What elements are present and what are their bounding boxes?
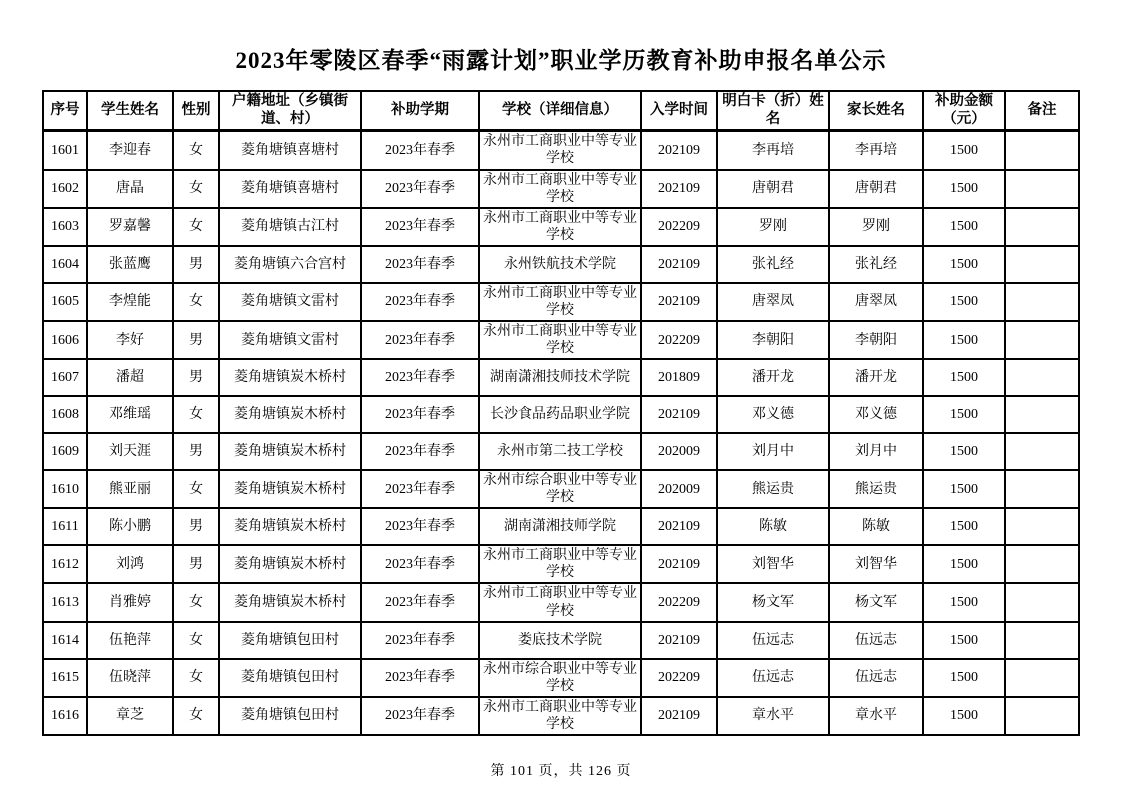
table-cell: 男 <box>173 359 219 396</box>
table-cell: 女 <box>173 583 219 621</box>
table-cell: 202009 <box>641 433 717 470</box>
table-cell: 女 <box>173 470 219 508</box>
table-cell: 1500 <box>923 508 1005 545</box>
table-cell: 1500 <box>923 659 1005 697</box>
table-cell: 2023年春季 <box>361 697 479 735</box>
table-cell: 永州市工商职业中等专业学校 <box>479 283 641 321</box>
table-row <box>43 470 1079 508</box>
table-cell: 菱角塘镇六合宫村 <box>219 246 361 283</box>
table-cell: 永州市工商职业中等专业学校 <box>479 583 641 621</box>
table-cell <box>1005 433 1079 470</box>
table-cell: 1500 <box>923 433 1005 470</box>
column-header: 备注 <box>1005 91 1079 131</box>
table-cell: 202209 <box>641 208 717 246</box>
table-header-row <box>43 91 1079 131</box>
table-cell: 刘智华 <box>829 545 923 583</box>
table-cell: 熊亚丽 <box>87 470 173 508</box>
table-cell: 李好 <box>87 321 173 359</box>
table-cell: 杨文军 <box>829 583 923 621</box>
table-cell: 1603 <box>43 208 87 246</box>
table-cell: 1500 <box>923 583 1005 621</box>
table-cell: 菱角塘镇包田村 <box>219 659 361 697</box>
table-cell: 熊运贵 <box>829 470 923 508</box>
table-cell: 女 <box>173 697 219 735</box>
table-cell: 2023年春季 <box>361 170 479 208</box>
table-cell: 长沙食品药品职业学院 <box>479 396 641 433</box>
table-cell: 刘鸿 <box>87 545 173 583</box>
table-cell: 202109 <box>641 508 717 545</box>
table-row <box>43 359 1079 396</box>
table-cell <box>1005 622 1079 659</box>
table-cell: 202109 <box>641 283 717 321</box>
table-row <box>43 246 1079 283</box>
table-cell: 永州市工商职业中等专业学校 <box>479 545 641 583</box>
table-cell: 罗嘉馨 <box>87 208 173 246</box>
column-header: 家长姓名 <box>829 91 923 131</box>
table-cell: 唐翠凤 <box>717 283 829 321</box>
table-cell <box>1005 697 1079 735</box>
table-cell: 1616 <box>43 697 87 735</box>
table-body <box>43 131 1079 735</box>
table-cell: 1500 <box>923 359 1005 396</box>
table-row <box>43 433 1079 470</box>
table-cell: 伍远志 <box>829 622 923 659</box>
table-row <box>43 208 1079 246</box>
table-cell: 李再培 <box>829 131 923 170</box>
table-cell: 202109 <box>641 697 717 735</box>
table-cell: 菱角塘镇喜塘村 <box>219 170 361 208</box>
table-cell: 2023年春季 <box>361 622 479 659</box>
table-cell: 菱角塘镇炭木桥村 <box>219 545 361 583</box>
table-cell: 陈敏 <box>829 508 923 545</box>
table-cell: 1500 <box>923 545 1005 583</box>
table-row <box>43 396 1079 433</box>
table-cell <box>1005 170 1079 208</box>
table-cell: 2023年春季 <box>361 583 479 621</box>
table-cell: 李朝阳 <box>829 321 923 359</box>
table-cell: 男 <box>173 246 219 283</box>
table-cell: 菱角塘镇炭木桥村 <box>219 433 361 470</box>
page-number: 第 101 页，共 126 页 <box>490 763 632 779</box>
table-cell: 潘开龙 <box>717 359 829 396</box>
table-header <box>43 91 1079 131</box>
table-cell: 李煌能 <box>87 283 173 321</box>
table-cell: 唐朝君 <box>717 170 829 208</box>
page-title: 2023年零陵区春季“雨露计划”职业学历教育补助申报名单公示 <box>235 48 887 73</box>
table-cell: 菱角塘镇炭木桥村 <box>219 508 361 545</box>
table-cell: 章水平 <box>829 697 923 735</box>
table-cell: 女 <box>173 659 219 697</box>
table-cell: 唐朝君 <box>829 170 923 208</box>
column-header: 学校（详细信息） <box>479 91 641 131</box>
table-cell: 1608 <box>43 396 87 433</box>
table-cell: 章芝 <box>87 697 173 735</box>
table-cell: 娄底技术学院 <box>479 622 641 659</box>
table-cell: 潘超 <box>87 359 173 396</box>
table-cell: 1500 <box>923 396 1005 433</box>
table-cell: 202109 <box>641 622 717 659</box>
table-cell: 伍远志 <box>717 622 829 659</box>
table-cell: 永州市工商职业中等专业学校 <box>479 131 641 170</box>
table-cell: 2023年春季 <box>361 508 479 545</box>
table-row <box>43 131 1079 170</box>
table-cell <box>1005 283 1079 321</box>
table-cell: 1500 <box>923 208 1005 246</box>
table-cell: 女 <box>173 622 219 659</box>
table-cell: 1614 <box>43 622 87 659</box>
table-cell: 201809 <box>641 359 717 396</box>
table-cell: 1500 <box>923 622 1005 659</box>
table-cell: 邓义德 <box>717 396 829 433</box>
table-cell: 刘天涯 <box>87 433 173 470</box>
table-cell <box>1005 131 1079 170</box>
table-cell: 2023年春季 <box>361 131 479 170</box>
table-cell <box>1005 321 1079 359</box>
table-cell: 1611 <box>43 508 87 545</box>
table-cell: 罗刚 <box>829 208 923 246</box>
table-cell: 2023年春季 <box>361 246 479 283</box>
table-cell: 刘智华 <box>717 545 829 583</box>
table-cell: 2023年春季 <box>361 659 479 697</box>
table-row <box>43 170 1079 208</box>
table-cell: 女 <box>173 170 219 208</box>
table-cell: 1604 <box>43 246 87 283</box>
table-cell: 2023年春季 <box>361 545 479 583</box>
column-header: 入学时间 <box>641 91 717 131</box>
table-cell: 菱角塘镇炭木桥村 <box>219 396 361 433</box>
table-cell: 女 <box>173 208 219 246</box>
table-cell: 1613 <box>43 583 87 621</box>
table-cell: 女 <box>173 131 219 170</box>
table-cell <box>1005 470 1079 508</box>
table-cell: 永州市工商职业中等专业学校 <box>479 321 641 359</box>
table-cell: 1500 <box>923 283 1005 321</box>
table-cell: 202109 <box>641 131 717 170</box>
table-cell: 菱角塘镇炭木桥村 <box>219 470 361 508</box>
table-row <box>43 508 1079 545</box>
table-cell: 1612 <box>43 545 87 583</box>
table-cell: 1601 <box>43 131 87 170</box>
table-cell <box>1005 659 1079 697</box>
table-cell: 杨文军 <box>717 583 829 621</box>
table-cell: 张礼经 <box>829 246 923 283</box>
table-cell: 2023年春季 <box>361 283 479 321</box>
table-cell: 1606 <box>43 321 87 359</box>
subsidy-roster-table <box>42 90 1080 736</box>
table-cell <box>1005 246 1079 283</box>
column-header: 序号 <box>43 91 87 131</box>
table-cell: 永州市工商职业中等专业学校 <box>479 170 641 208</box>
table-cell: 菱角塘镇炭木桥村 <box>219 359 361 396</box>
table-cell: 女 <box>173 396 219 433</box>
table-cell: 张礼经 <box>717 246 829 283</box>
table-cell: 李再培 <box>717 131 829 170</box>
table-cell: 永州市第二技工学校 <box>479 433 641 470</box>
table-cell: 1609 <box>43 433 87 470</box>
table-cell: 202109 <box>641 545 717 583</box>
table-cell: 菱角塘镇炭木桥村 <box>219 583 361 621</box>
table-cell: 李朝阳 <box>717 321 829 359</box>
column-header: 学生姓名 <box>87 91 173 131</box>
table-cell: 潘开龙 <box>829 359 923 396</box>
table-cell <box>1005 396 1079 433</box>
table-cell: 1610 <box>43 470 87 508</box>
table-cell <box>1005 508 1079 545</box>
table-cell: 菱角塘镇包田村 <box>219 697 361 735</box>
table-cell: 永州市工商职业中等专业学校 <box>479 697 641 735</box>
column-header: 户籍地址（乡镇街道、村） <box>219 91 361 131</box>
table-cell: 熊运贵 <box>717 470 829 508</box>
table-cell: 2023年春季 <box>361 359 479 396</box>
table-cell: 1500 <box>923 131 1005 170</box>
table-cell: 2023年春季 <box>361 433 479 470</box>
table-cell: 菱角塘镇包田村 <box>219 622 361 659</box>
table-cell: 1500 <box>923 321 1005 359</box>
table-cell: 202109 <box>641 246 717 283</box>
table-cell: 唐翠凤 <box>829 283 923 321</box>
table-row <box>43 321 1079 359</box>
table-row <box>43 283 1079 321</box>
table-cell: 罗刚 <box>717 208 829 246</box>
table-cell: 伍远志 <box>717 659 829 697</box>
table-cell: 1500 <box>923 470 1005 508</box>
table-cell: 刘月中 <box>717 433 829 470</box>
column-header: 补助学期 <box>361 91 479 131</box>
table-cell: 男 <box>173 433 219 470</box>
table-cell: 陈小鹏 <box>87 508 173 545</box>
table-cell: 1605 <box>43 283 87 321</box>
table-cell: 伍晓萍 <box>87 659 173 697</box>
table-cell: 陈敏 <box>717 508 829 545</box>
table-cell <box>1005 583 1079 621</box>
table-cell: 伍艳萍 <box>87 622 173 659</box>
table-cell <box>1005 545 1079 583</box>
table-cell: 章水平 <box>717 697 829 735</box>
table-row <box>43 659 1079 697</box>
table-cell: 202109 <box>641 396 717 433</box>
table-cell: 1500 <box>923 246 1005 283</box>
table-row <box>43 622 1079 659</box>
table-cell: 菱角塘镇文雷村 <box>219 321 361 359</box>
table-cell: 永州铁航技术学院 <box>479 246 641 283</box>
table-cell: 男 <box>173 545 219 583</box>
column-header: 补助金额（元） <box>923 91 1005 131</box>
table-cell: 菱角塘镇古江村 <box>219 208 361 246</box>
table-cell <box>1005 359 1079 396</box>
table-cell: 唐晶 <box>87 170 173 208</box>
table-cell: 李迎春 <box>87 131 173 170</box>
table-cell: 2023年春季 <box>361 321 479 359</box>
table-row <box>43 583 1079 621</box>
table-row <box>43 545 1079 583</box>
table-cell: 202209 <box>641 583 717 621</box>
table-cell: 永州市综合职业中等专业学校 <box>479 659 641 697</box>
table-cell: 202109 <box>641 170 717 208</box>
table-cell: 202209 <box>641 321 717 359</box>
table-cell: 邓义德 <box>829 396 923 433</box>
table-cell: 湖南潇湘技师学院 <box>479 508 641 545</box>
table-cell: 2023年春季 <box>361 208 479 246</box>
table-cell: 1615 <box>43 659 87 697</box>
table-cell: 1500 <box>923 697 1005 735</box>
table-cell: 张蓝鹰 <box>87 246 173 283</box>
table-cell: 男 <box>173 321 219 359</box>
table-cell: 1500 <box>923 170 1005 208</box>
table-cell: 202209 <box>641 659 717 697</box>
table-cell: 永州市综合职业中等专业学校 <box>479 470 641 508</box>
column-header: 性别 <box>173 91 219 131</box>
table-cell: 女 <box>173 283 219 321</box>
table-cell: 菱角塘镇文雷村 <box>219 283 361 321</box>
table-cell: 菱角塘镇喜塘村 <box>219 131 361 170</box>
table-cell: 2023年春季 <box>361 470 479 508</box>
table-cell: 2023年春季 <box>361 396 479 433</box>
table-cell: 永州市工商职业中等专业学校 <box>479 208 641 246</box>
table-cell: 肖雅婷 <box>87 583 173 621</box>
table-cell: 202009 <box>641 470 717 508</box>
table-cell: 湖南潇湘技师技术学院 <box>479 359 641 396</box>
column-header: 明白卡（折）姓名 <box>717 91 829 131</box>
table-cell: 男 <box>173 508 219 545</box>
table-cell: 刘月中 <box>829 433 923 470</box>
table-row <box>43 697 1079 735</box>
table-cell <box>1005 208 1079 246</box>
table-cell: 1602 <box>43 170 87 208</box>
table-cell: 邓维瑶 <box>87 396 173 433</box>
table-cell: 伍远志 <box>829 659 923 697</box>
table-cell: 1607 <box>43 359 87 396</box>
